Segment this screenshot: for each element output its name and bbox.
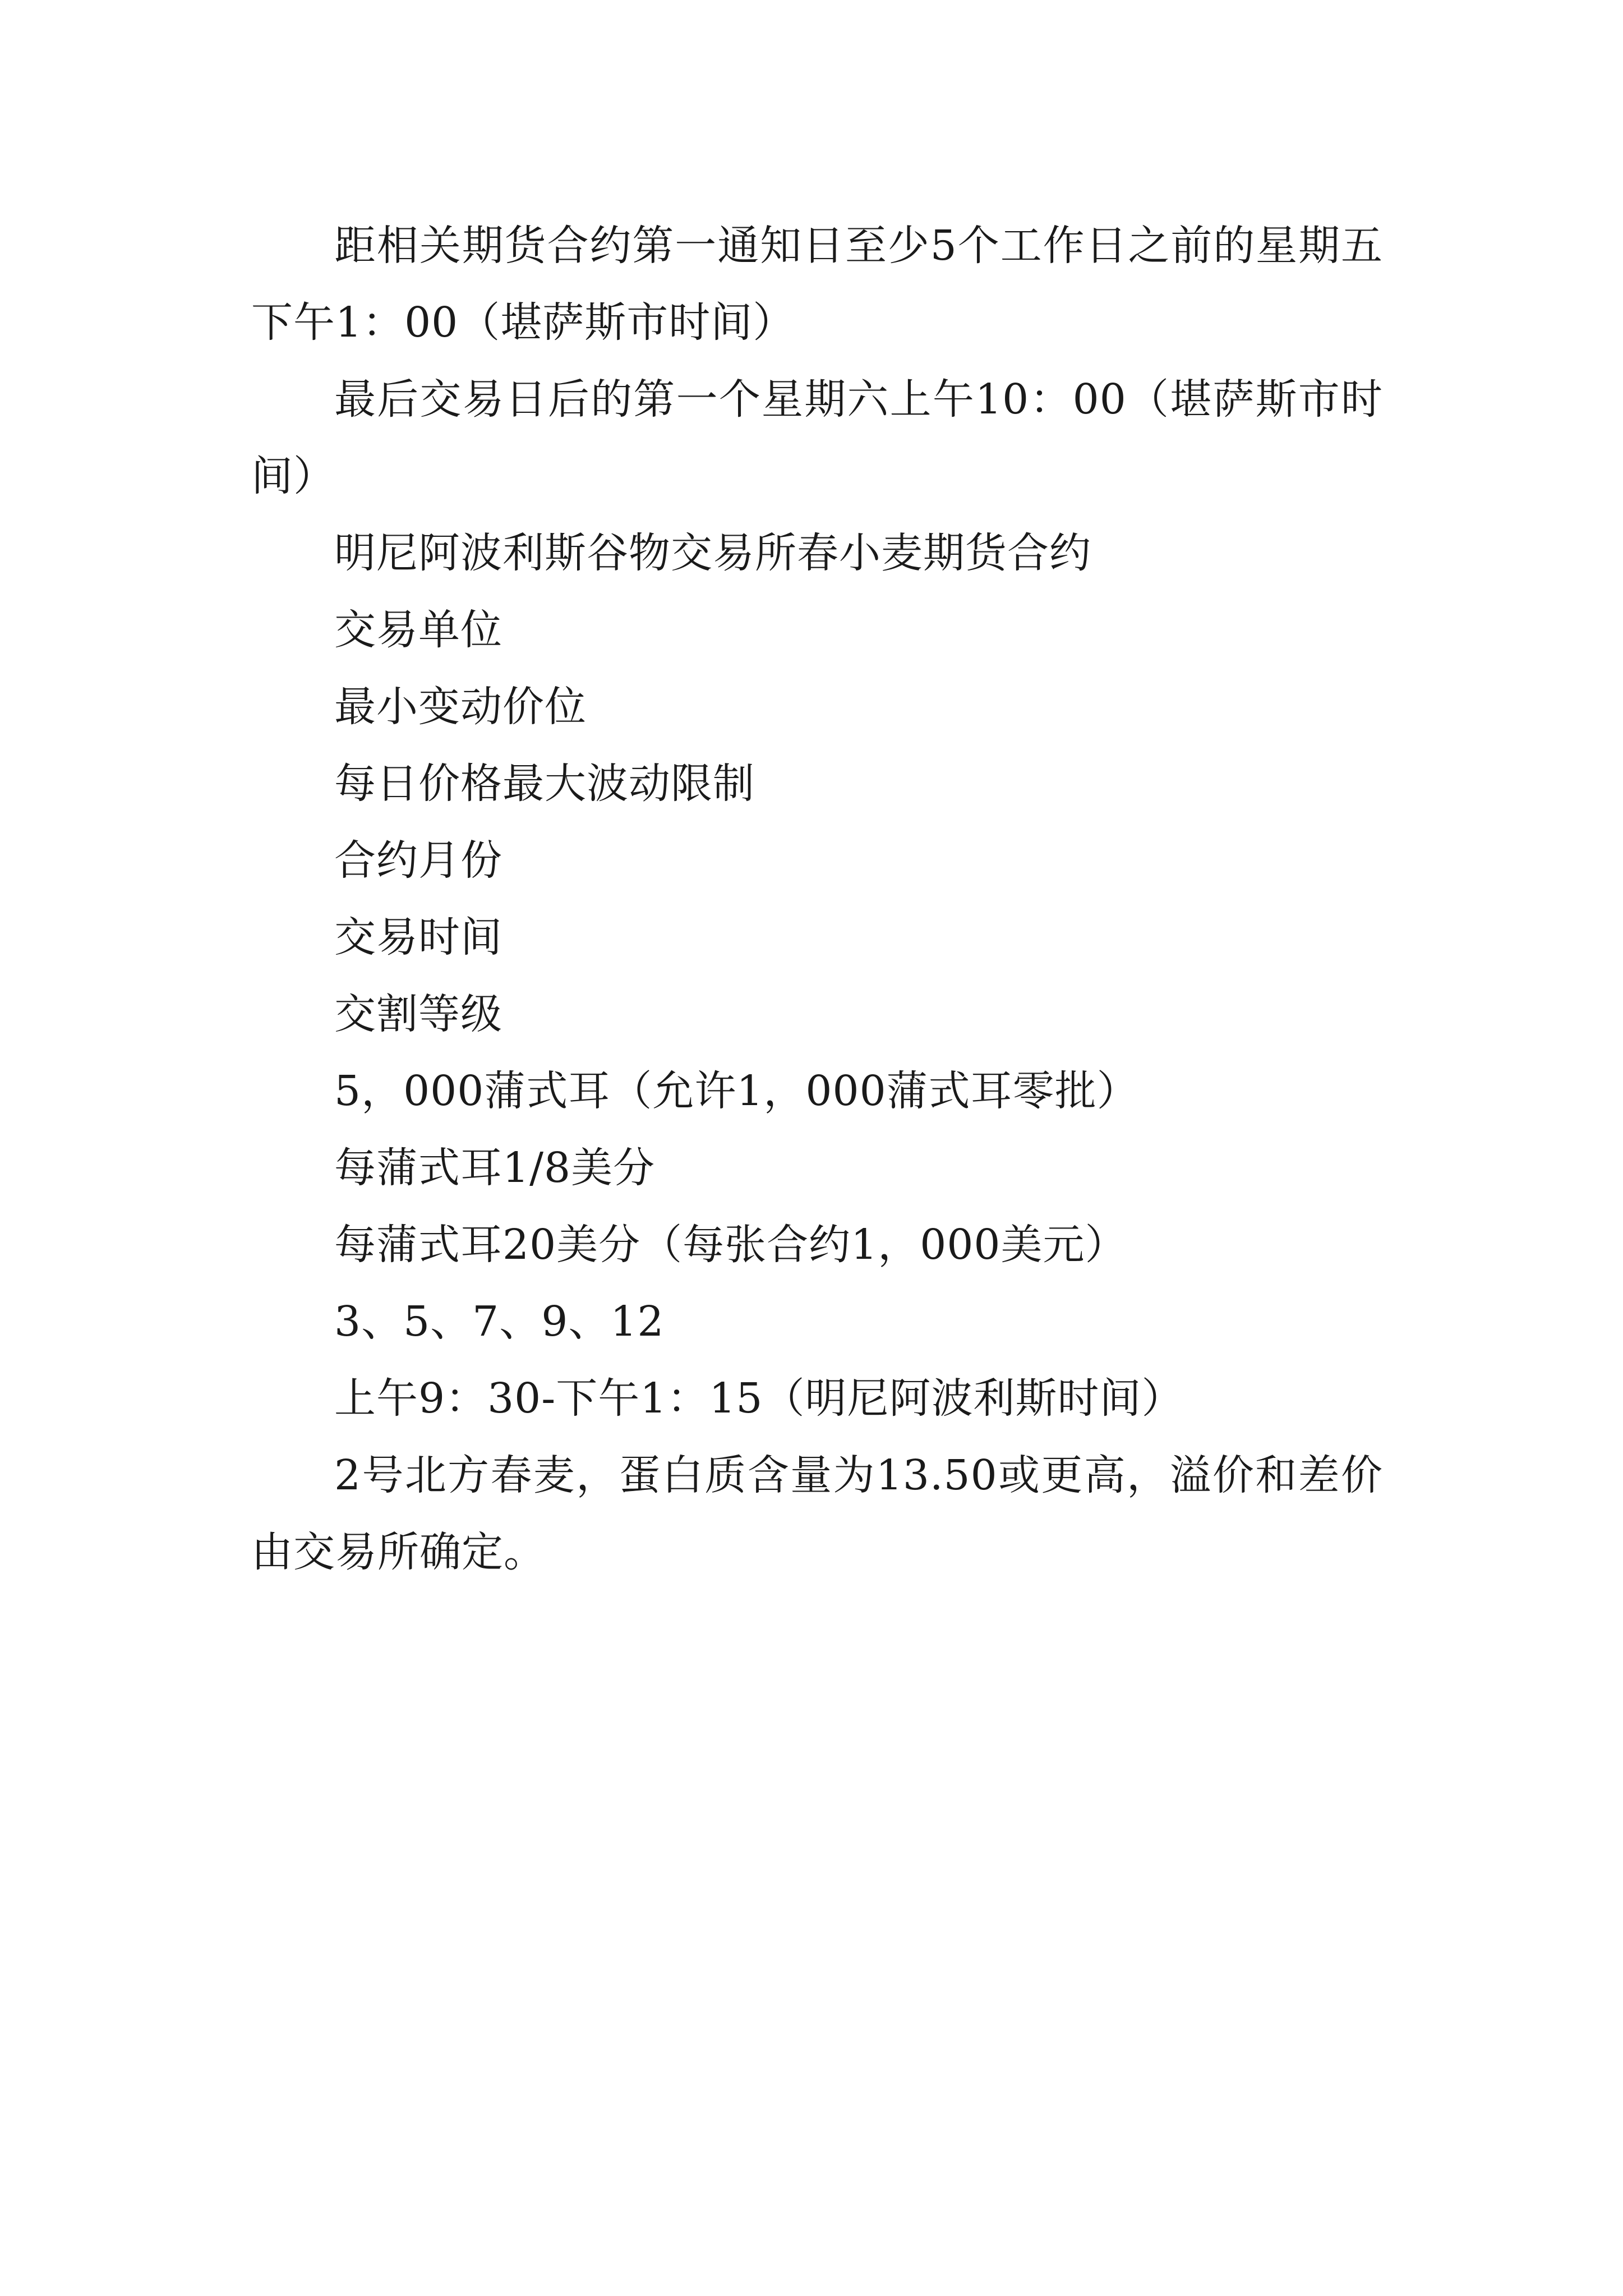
value-trading-hours: 上午9：30-下午1：15（明尼阿波利斯时间） <box>334 1374 1184 1423</box>
label-contract-months: 合约月份 <box>334 836 502 885</box>
value-daily-price-limit: 每蒲式耳20美分（每张合约1，000美元） <box>334 1221 1127 1269</box>
value-contract-months: 3、5、7、9、12 <box>334 1297 665 1346</box>
document-body <box>251 208 1383 1591</box>
value-delivery-grade: 2号北方春麦，蛋白质含量为13.50或更高，溢价和差价由交易所确定。 <box>251 1451 1383 1576</box>
label-trading-hours: 交易时间 <box>334 913 502 961</box>
paragraph-contract-title: 明尼阿波利斯谷物交易所春小麦期货合约 <box>334 529 1091 577</box>
label-tick-size: 最小变动价位 <box>334 683 587 731</box>
label-trading-unit: 交易单位 <box>334 606 502 654</box>
label-daily-price-limit: 每日价格最大波动限制 <box>334 760 755 808</box>
paragraph-last-trading-saturday: 最后交易日后的第一个星期六上午10：00（堪萨斯市时间） <box>251 375 1383 500</box>
label-delivery-grade: 交割等级 <box>334 990 502 1038</box>
value-tick-size: 每蒲式耳1/8美分 <box>334 1144 656 1192</box>
paragraph-first-notice-deadline: 距相关期货合约第一通知日至少5个工作日之前的星期五下午1：00（堪萨斯市时间） <box>251 222 1383 347</box>
value-trading-unit: 5，000蒲式耳（允许1，000蒲式耳零批） <box>334 1067 1139 1115</box>
